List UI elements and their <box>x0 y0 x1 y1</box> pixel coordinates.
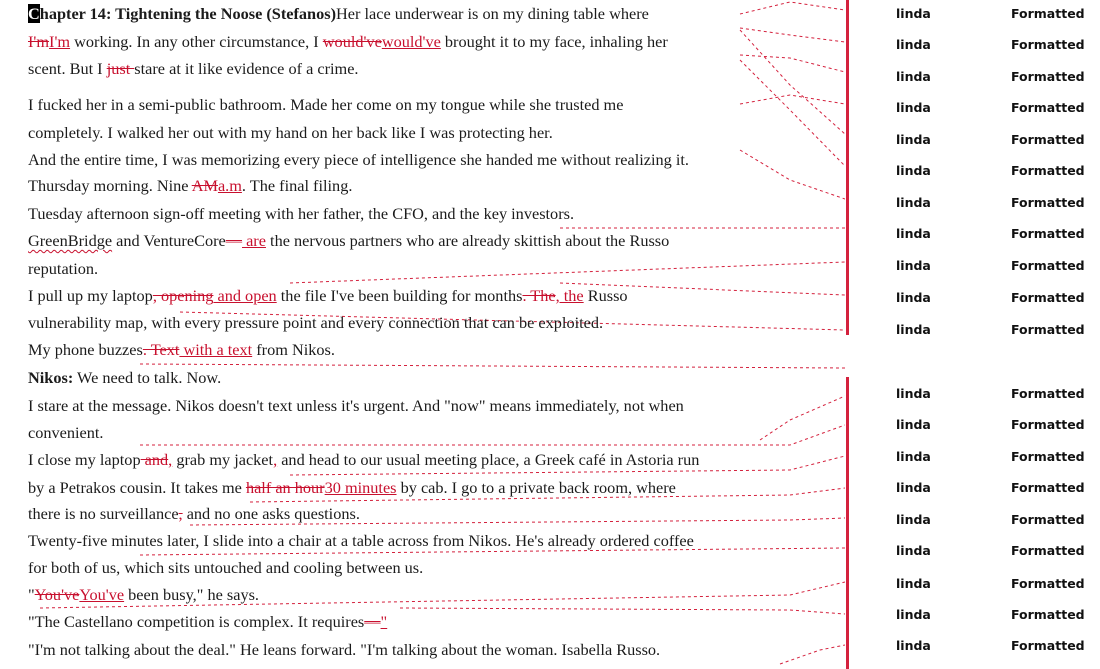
document-line[interactable] <box>28 450 699 470</box>
comment-author[interactable]: linda <box>896 37 931 52</box>
change-bar <box>846 0 849 335</box>
inserted-text: , the <box>555 286 584 305</box>
comment-status[interactable]: Formatted <box>1011 163 1085 178</box>
comment-author[interactable]: linda <box>896 258 931 273</box>
deleted-text: would've <box>322 32 382 51</box>
text-run: Tuesday afternoon sign-off meeting with her father, the CFO, and the key investors. <box>28 204 575 223</box>
text-run: reputation. <box>28 259 99 278</box>
text-run: working. In any other circumstance, I <box>70 32 323 51</box>
inserted-text: are <box>242 231 266 250</box>
inserted-text: with a text <box>179 340 253 359</box>
comment-status[interactable]: Formatted <box>1011 258 1085 273</box>
document-line[interactable] <box>28 204 574 224</box>
document-line[interactable] <box>28 640 660 660</box>
text-run: by a Petrakos cousin. It takes me <box>28 478 246 497</box>
spellcheck-word: GreenBridge <box>28 231 113 250</box>
text-run: Her lace underwear is on my dining table where <box>336 4 649 23</box>
document-line[interactable] <box>28 123 553 143</box>
text-run: Twenty-five minutes later, I slide into a chair at a table across from Nikos. He's already ordered coffee <box>28 531 694 550</box>
deleted-text: half an hour <box>245 478 325 497</box>
comment-status[interactable]: Formatted <box>1011 69 1085 84</box>
deleted-text: and <box>140 450 169 469</box>
document-line[interactable] <box>28 313 603 333</box>
document-line[interactable] <box>28 558 423 578</box>
text-run: from Nikos. <box>252 340 335 359</box>
text-run: there is no surveillance <box>28 504 179 523</box>
comment-author[interactable]: linda <box>896 132 931 147</box>
text-run: scent. But I <box>28 59 107 78</box>
text-run: " <box>28 585 35 604</box>
inserted-text: You've <box>79 585 125 604</box>
comment-status[interactable]: Formatted <box>1011 638 1085 653</box>
comment-status[interactable]: Formatted <box>1011 512 1085 527</box>
inserted-text: and open <box>213 286 277 305</box>
comment-author[interactable]: linda <box>896 638 931 653</box>
deleted-text: , opening <box>152 286 214 305</box>
comment-status[interactable]: Formatted <box>1011 417 1085 432</box>
document-line[interactable] <box>28 259 98 279</box>
comment-author[interactable]: linda <box>896 480 931 495</box>
text-run: brought it to my face, inhaling her <box>440 32 668 51</box>
comment-status[interactable]: Formatted <box>1011 226 1085 241</box>
text-run: Thursday morning. Nine <box>28 176 192 195</box>
text-run: vulnerability map, with every pressure point and every connection that can be exploited. <box>28 313 604 332</box>
comment-status[interactable]: Formatted <box>1011 576 1085 591</box>
text-run: and head to our usual meeting place, a Greek café in Astoria run <box>277 450 700 469</box>
comment-status[interactable]: Formatted <box>1011 37 1085 52</box>
document-line[interactable] <box>28 531 694 551</box>
change-bar <box>846 377 849 669</box>
text-run: I close my laptop <box>28 450 141 469</box>
comment-author[interactable]: linda <box>896 417 931 432</box>
document-line[interactable] <box>28 32 668 52</box>
deleted-text: , <box>178 504 183 523</box>
deleted-text: — <box>364 612 381 631</box>
comment-status[interactable]: Formatted <box>1011 6 1085 21</box>
inserted-text: , <box>168 450 173 469</box>
deleted-text: You've <box>34 585 80 604</box>
comment-status[interactable]: Formatted <box>1011 386 1085 401</box>
text-run: I fucked her in a semi-public bathroom. Made her come on my tongue while she trusted me <box>28 95 624 114</box>
text-run: been busy," he says. <box>124 585 260 604</box>
document-line[interactable] <box>28 286 628 306</box>
document-line[interactable] <box>28 478 676 498</box>
comment-author[interactable]: linda <box>896 290 931 305</box>
comment-author[interactable]: linda <box>896 322 931 337</box>
text-run: We need to talk. Now. <box>73 368 222 387</box>
deleted-text: I'm <box>28 32 50 51</box>
document-line[interactable] <box>28 150 689 170</box>
text-run: . The final filing. <box>241 176 353 195</box>
comment-author[interactable]: linda <box>896 69 931 84</box>
inserted-text: " <box>380 612 388 631</box>
comment-author[interactable]: linda <box>896 226 931 241</box>
text-run: My phone buzzes <box>28 340 143 359</box>
document-line[interactable] <box>28 95 623 115</box>
comment-status[interactable]: Formatted <box>1011 543 1085 558</box>
text-run: convenient. <box>28 423 104 442</box>
comment-author[interactable]: linda <box>896 607 931 622</box>
text-run: and no one asks questions. <box>182 504 360 523</box>
text-run: "I'm not talking about the deal." He leans forward. "I'm talking about the woman. Isabella Russo. <box>28 640 661 659</box>
document-line[interactable] <box>28 396 684 416</box>
comment-author[interactable]: linda <box>896 512 931 527</box>
text-run: I pull up my laptop <box>28 286 153 305</box>
comment-status[interactable]: Formatted <box>1011 290 1085 305</box>
comment-status[interactable]: Formatted <box>1011 195 1085 210</box>
deleted-text: AM <box>191 176 218 195</box>
inserted-text: would've <box>381 32 441 51</box>
text-run: Russo <box>583 286 628 305</box>
comment-author[interactable]: linda <box>896 576 931 591</box>
comment-author[interactable]: linda <box>896 386 931 401</box>
document-line[interactable] <box>28 423 104 443</box>
inserted-text: I'm <box>49 32 71 51</box>
document-line[interactable] <box>28 231 669 251</box>
document-line[interactable] <box>28 368 221 388</box>
inserted-text: a.m <box>217 176 242 195</box>
text-run: for both of us, which sits untouched and cooling between us. <box>28 558 424 577</box>
comment-author[interactable]: linda <box>896 6 931 21</box>
comment-status[interactable]: Formatted <box>1011 607 1085 622</box>
comment-status[interactable]: Formatted <box>1011 480 1085 495</box>
comment-status[interactable]: Formatted <box>1011 100 1085 115</box>
text-run: I stare at the message. Nikos doesn't text unless it's urgent. And "now" means immediately, not when <box>28 396 684 415</box>
text-cursor-selection: C <box>28 4 40 23</box>
text-run: the nervous partners who are already skittish about the Russo <box>265 231 670 250</box>
document-line[interactable] <box>28 612 387 632</box>
inserted-text: , <box>273 450 278 469</box>
comment-author[interactable]: linda <box>896 163 931 178</box>
document-line[interactable] <box>28 585 259 605</box>
deleted-text: just <box>106 59 135 78</box>
text-run: hapter 14: Tightening the Noose (Stefanos) <box>39 4 337 23</box>
comment-author[interactable]: linda <box>896 543 931 558</box>
inserted-text: 30 minutes <box>324 478 397 497</box>
deleted-text: . The <box>522 286 556 305</box>
text-run: by cab. I go to a private back room, where <box>396 478 676 497</box>
document-line[interactable] <box>28 59 359 79</box>
document-line[interactable] <box>28 504 360 524</box>
document-line[interactable] <box>28 340 335 360</box>
deleted-text: . Text <box>142 340 180 359</box>
text-run: stare at it like evidence of a crime. <box>134 59 359 78</box>
comment-status[interactable]: Formatted <box>1011 449 1085 464</box>
text-run: grab my jacket <box>172 450 274 469</box>
comment-status[interactable]: Formatted <box>1011 322 1085 337</box>
text-run: the file I've been building for months <box>276 286 523 305</box>
text-run: "The Castellano competition is complex. It requires <box>28 612 365 631</box>
comment-author[interactable]: linda <box>896 195 931 210</box>
document-line[interactable] <box>28 4 649 24</box>
document-line[interactable] <box>28 176 352 196</box>
comment-author[interactable]: linda <box>896 100 931 115</box>
deleted-text: — <box>225 231 243 250</box>
text-run: And the entire time, I was memorizing every piece of intelligence she handed me without realizing it. <box>28 150 689 169</box>
text-run: Nikos: <box>28 368 74 387</box>
comment-author[interactable]: linda <box>896 449 931 464</box>
text-run: completely. I walked her out with my hand on her back like I was protecting her. <box>28 123 553 142</box>
text-run: and VentureCore <box>112 231 226 250</box>
comment-status[interactable]: Formatted <box>1011 132 1085 147</box>
